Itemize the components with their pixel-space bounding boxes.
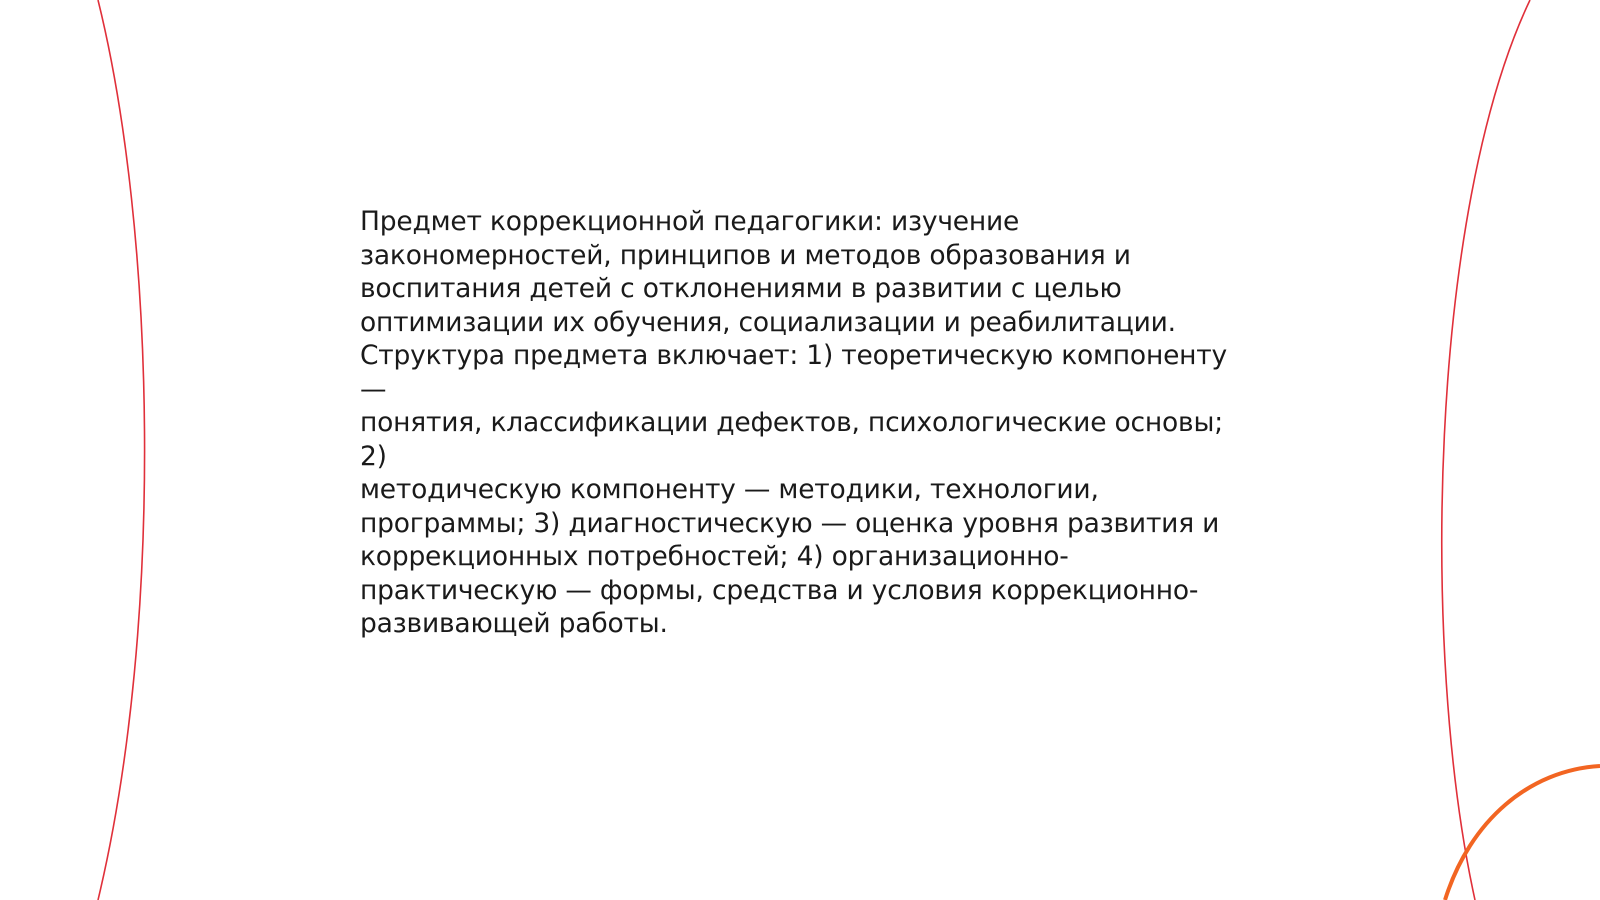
accent-orange-arc [1445,766,1600,900]
left-curve-line [98,0,145,900]
slide-body-text: Предмет коррекционной педагогики: изучение закономерностей, принципов и методов образования и воспитания детей с отклонениями в развитии с целью оптимизации их обучения, социализации и реабилитации. Структура предмета включает: 1) теоретическую компоненту — понятия, классификации дефектов, психологические основы; 2) методическую компоненту — методики, технологии, программы; 3) диагностическую — оценка уровня развития и коррекционных потребностей; 4) организационно- практическую — формы, средства и условия коррекционно- развивающей работы. [360,206,1228,639]
right-curve-line [1442,0,1530,900]
